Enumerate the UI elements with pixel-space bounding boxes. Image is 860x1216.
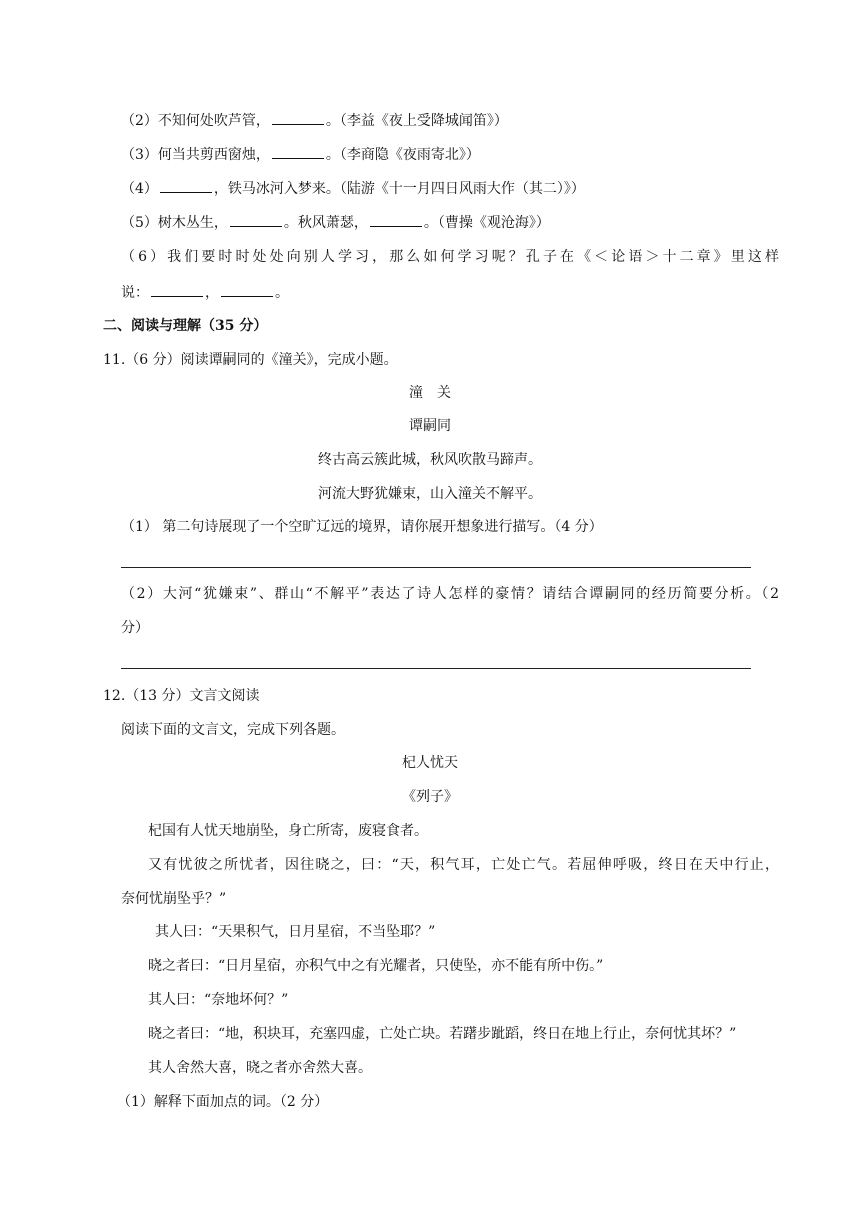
answer-blank[interactable] <box>272 145 324 159</box>
classical-paragraph: 其人曰：“天果积气，日月星宿，不当坠耶？” <box>155 924 436 940</box>
question-11-sub2-line2: 分） <box>121 620 149 636</box>
answer-blank[interactable] <box>151 283 203 297</box>
answer-blank[interactable] <box>160 179 212 193</box>
fill-item-6-line1: （6）我们要时时处处向别人学习，那么如何学习呢？孔子在《＜论语＞十二章》里这样 <box>121 249 779 265</box>
classical-text-title: 杞人忧天 <box>402 755 458 771</box>
fill-item-2: （2）不知何处吹芦管， 。（李益《夜上受降城闻笛》） <box>121 113 508 129</box>
answer-line[interactable] <box>121 668 751 669</box>
classical-paragraph: 杞国有人忧天地崩坠，身亡所寄，废寝食者。 <box>148 823 428 839</box>
classical-paragraph: 又有忧彼之所忧者，因往晓之，曰：“天，积气耳，亡处亡气。若屈伸呼吸，终日在天中行止， <box>148 857 779 873</box>
question-11-intro: 11.（6 分）阅读谭嗣同的《潼关》，完成小题。 <box>103 352 398 368</box>
classical-paragraph-cont: 奈何忧崩坠乎？” <box>121 891 227 907</box>
question-12-intro: 12.（13 分）文言文阅读 <box>103 688 260 704</box>
poem-author: 谭嗣同 <box>409 418 451 434</box>
fill-item-6-line2: 说： ， 。 <box>121 285 289 301</box>
question-12-instruction: 阅读下面的文言文，完成下列各题。 <box>121 722 345 738</box>
fill-item-5: （5）树木丛生， 。秋风萧瑟， 。（曹操《观沧海》） <box>121 215 550 231</box>
poem-line: 终古高云簇此城，秋风吹散马蹄声。 <box>318 452 542 468</box>
answer-blank[interactable] <box>230 213 282 227</box>
section-heading: 二、阅读与理解（35 分） <box>103 318 268 334</box>
question-11-sub1: （1） 第二句诗展现了一个空旷辽远的境界，请你展开想象进行描写。（4 分） <box>121 519 603 535</box>
fill-item-4: （4） ，铁马冰河入梦来。（陆游《十一月四日风雨大作（其二）》） <box>121 181 585 197</box>
question-12-sub1: （1）解释下面加点的词。（2 分） <box>117 1094 329 1110</box>
answer-blank[interactable] <box>370 213 422 227</box>
question-11-sub2-line1: （2）大河“犹嫌束”、群山“不解平”表达了诗人怎样的豪情？请结合谭嗣同的经历简要分析。（2 <box>121 586 779 602</box>
fill-item-3: （3）何当共剪西窗烛， 。（李商隐《夜雨寄北》） <box>121 147 480 163</box>
classical-paragraph: 其人舍然大喜，晓之者亦舍然大喜。 <box>148 1060 372 1076</box>
classical-paragraph: 晓之者曰：“地，积块耳，充塞四虚，亡处亡块。若躇步跐蹈，终日在地上行止，奈何忧其坏？” <box>148 1026 737 1042</box>
answer-line[interactable] <box>121 567 751 568</box>
answer-blank[interactable] <box>272 111 324 125</box>
classical-paragraph: 其人曰：“奈地坏何？” <box>148 992 289 1008</box>
classical-text-source: 《列子》 <box>402 789 458 805</box>
poem-title: 潼 关 <box>409 385 451 401</box>
poem-line: 河流大野犹嫌束，山入潼关不解平。 <box>318 486 542 502</box>
classical-paragraph: 晓之者曰：“日月星宿，亦积气中之有光耀者，只使坠，亦不能有所中伤。” <box>148 958 604 974</box>
answer-blank[interactable] <box>221 283 273 297</box>
